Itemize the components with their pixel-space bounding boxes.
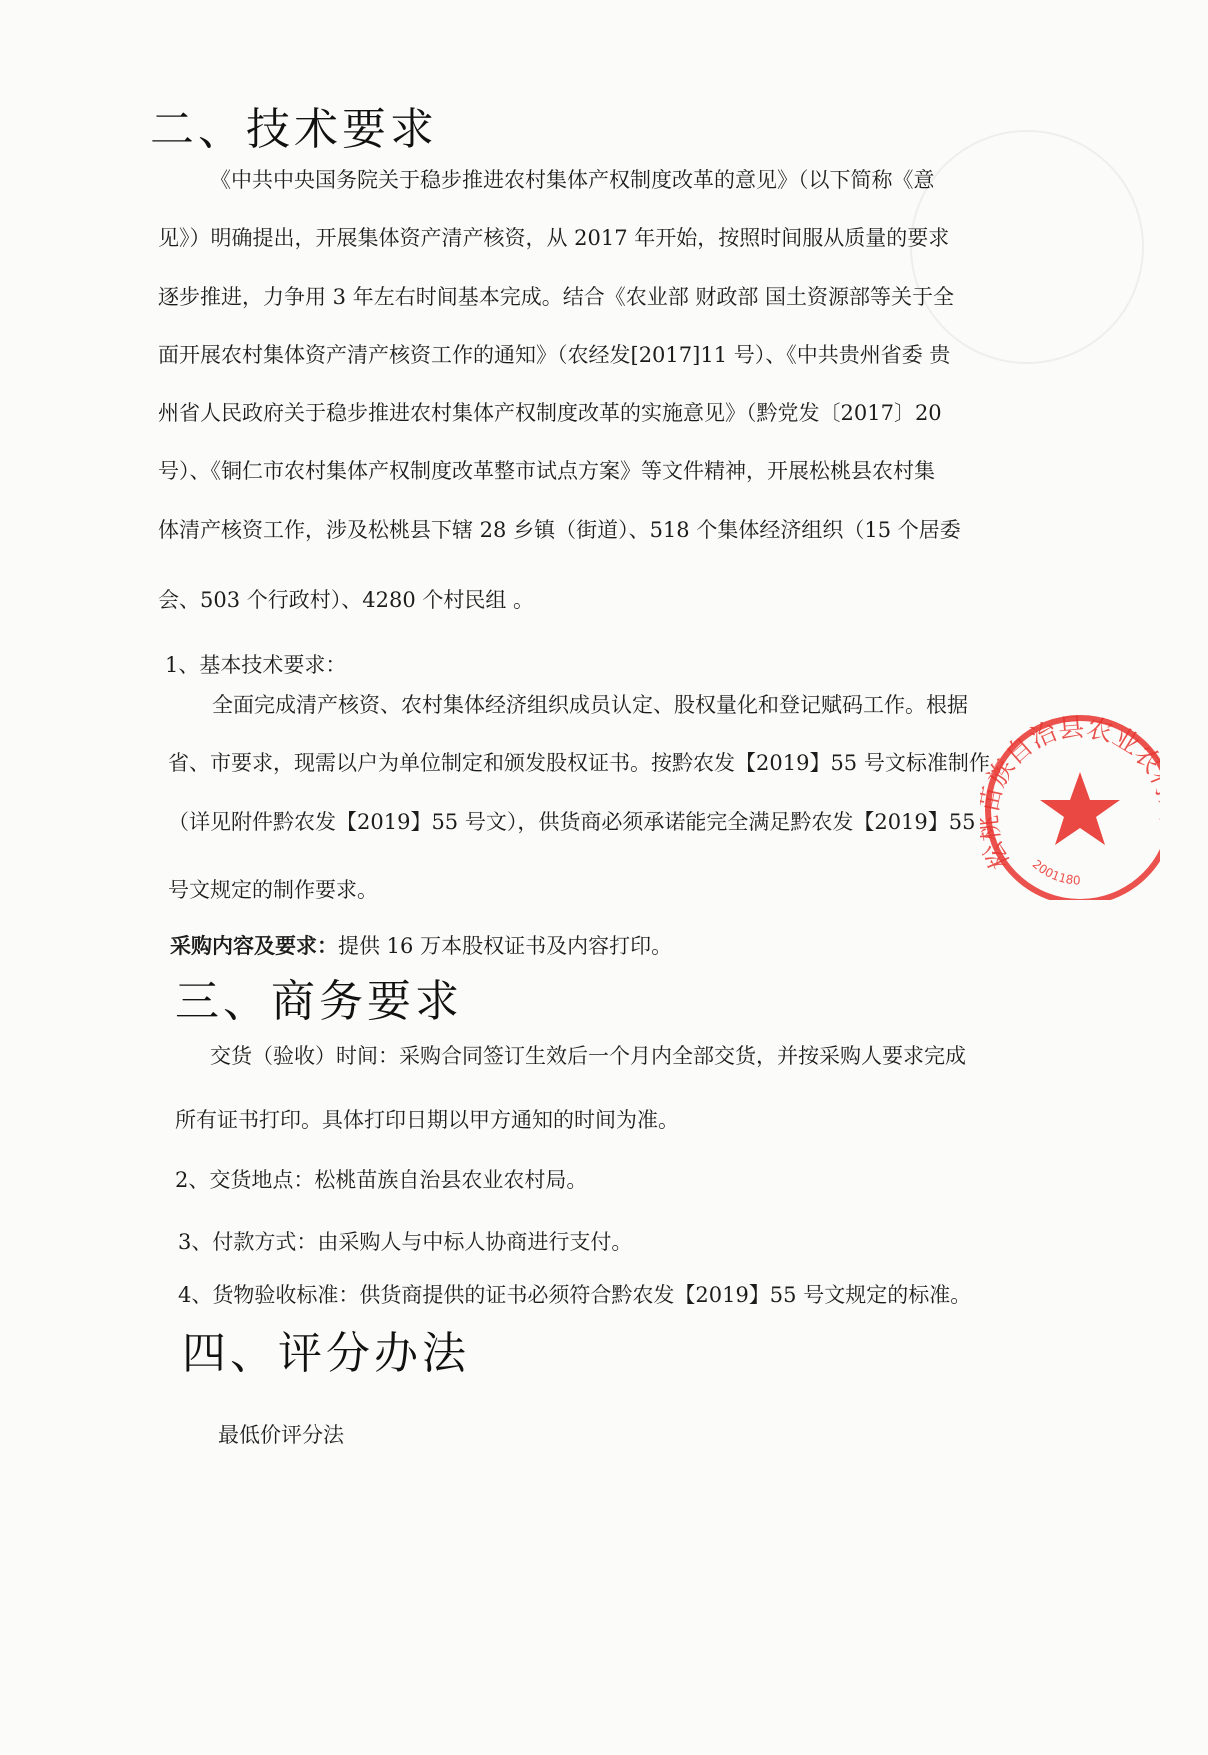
subsection-title: 1、基本技术要求： xyxy=(165,653,347,677)
paragraph-line: 面开展农村集体资产清产核资工作的通知》（农经发[2017]11 号）、《中共贵州省委 贵 xyxy=(158,343,951,367)
paragraph-line: （详见附件黔农发【2019】55 号文），供货商必须承诺能完全满足黔农发【2019】55 xyxy=(168,810,976,834)
paragraph-line: 会、503 个行政村）、4280 个村民组 。 xyxy=(158,588,535,612)
purchase-line xyxy=(170,935,672,957)
paragraph-line: 号文规定的制作要求。 xyxy=(168,878,378,902)
list-item: 3、付款方式：由采购人与中标人协商进行支付。 xyxy=(178,1230,633,1254)
list-item: 4、货物验收标准：供货商提供的证书必须符合黔农发【2019】55 号文规定的标准。 xyxy=(178,1283,972,1307)
paragraph-line: 逐步推进，力争用 3 年左右时间基本完成。结合《农业部 财政部 国土资源部等关于全 xyxy=(158,285,955,309)
paragraph-line: 号）、《铜仁市农村集体产权制度改革整市试点方案》等文件精神，开展松桃县农村集 xyxy=(158,459,935,483)
paragraph-line: 全面完成清产核资、农村集体经济组织成员认定、股权量化和登记赋码工作。根据 xyxy=(212,693,968,717)
paragraph-line: 《中共中央国务院关于稳步推进农村集体产权制度改革的意见》（以下简称《意 xyxy=(210,168,935,192)
purchase-label: 采购内容及要求： xyxy=(170,933,338,958)
section-heading-scoring: 四、评分办法 xyxy=(182,1328,470,1379)
paragraph-line: 省、市要求，现需以户为单位制定和颁发股权证书。按黔农发【2019】55 号文标准制作 xyxy=(168,751,990,775)
purchase-text: 提供 16 万本股权证书及内容打印。 xyxy=(338,934,673,958)
paragraph-line: 交货（验收）时间：采购合同签订生效后一个月内全部交货，并按采购人要求完成 xyxy=(210,1044,966,1068)
paragraph-line: 所有证书打印。具体打印日期以甲方通知的时间为准。 xyxy=(175,1108,679,1132)
seal-star-icon xyxy=(1040,772,1120,845)
section-heading-business: 三、商务要求 xyxy=(175,976,463,1027)
paragraph-line: 州省人民政府关于稳步推进农村集体产权制度改革的实施意见》（黔党发〔2017〕20 xyxy=(158,401,942,425)
official-seal xyxy=(980,700,1160,900)
seal-graphic xyxy=(980,700,1160,900)
scoring-text: 最低价评分法 xyxy=(218,1423,344,1447)
section-heading-tech: 二、技术要求 xyxy=(150,104,438,155)
seal-number: 2001180 xyxy=(1029,857,1081,888)
list-item: 2、交货地点：松桃苗族自治县农业农村局。 xyxy=(175,1168,588,1192)
paragraph-line: 见》）明确提出，开展集体资产清产核资，从 2017 年开始，按照时间服从质量的要求 xyxy=(158,226,950,250)
seal-text: 松 族自治县农业 xyxy=(980,712,1146,874)
paragraph-line: 体清产核资工作，涉及松桃县下辖 28 乡镇（街道）、518 个集体经济组织（15 个居委 xyxy=(158,518,961,542)
